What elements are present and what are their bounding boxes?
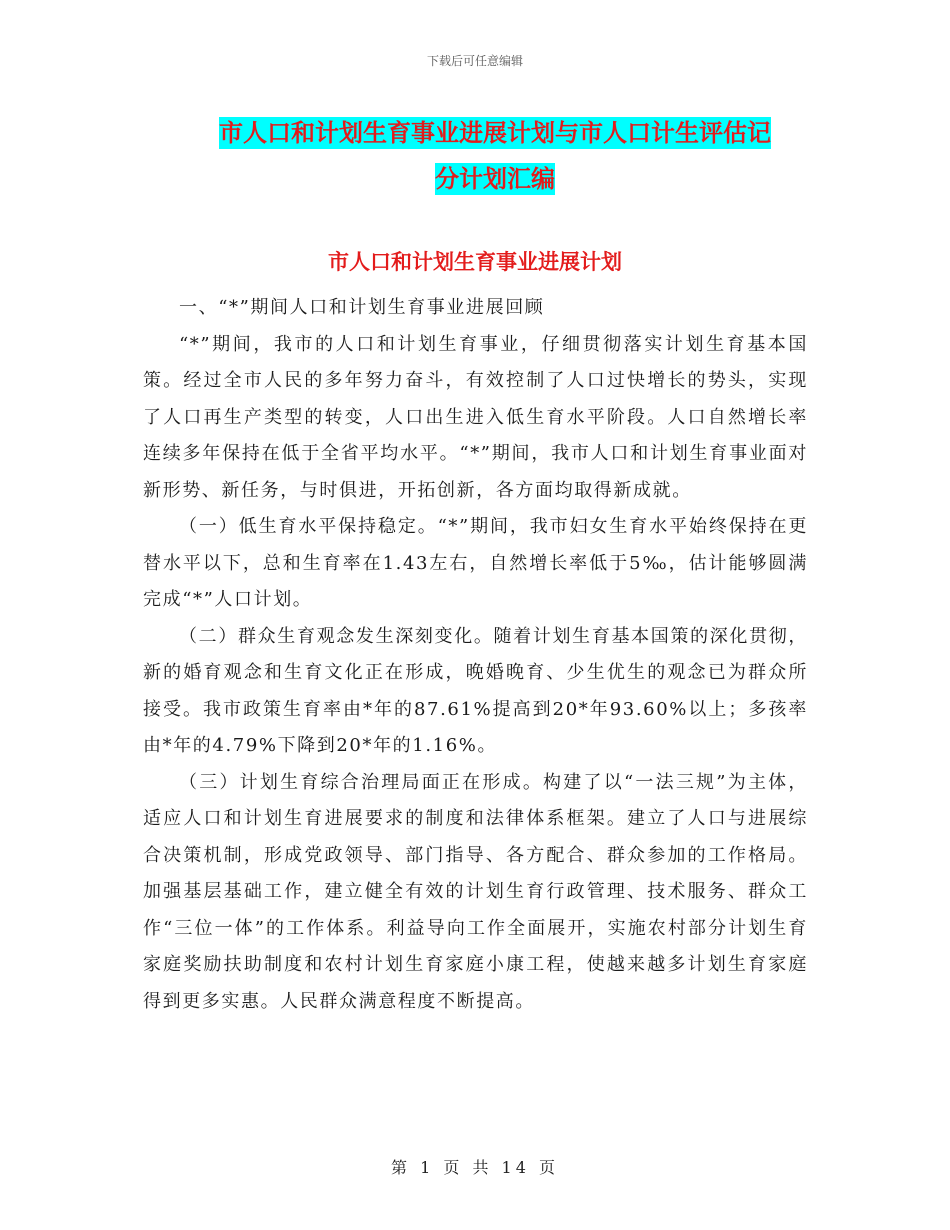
page-number: 第 1 页 共 14 页 [391,1158,559,1177]
document-title-line-2: 分计划汇编 [435,165,555,193]
header-note: 下载后可任意编辑 [426,54,523,68]
paragraph-comprehensive-governance: （三）计划生育综合治理局面正在形成。构建了以“一法三规”为主体，适应人口和计划生育进展要求的制度和法律体系框架。建立了人口与进展综合决策机制，形成党政领导、部门指导、各方配合、群众参加的工作格局。加强基层基础工作，建立健全有效的计划生育行政管理、技术服务、群众工作“三位一体”的工作体系。利益导向工作全面展开，实施农村部分计划生育家庭奖励扶助制度和农村计划生育家庭小康工程，使越来越多计划生育家庭得到更多实惠。人民群众满意程度不断提高。 [143,771,808,1012]
paragraph-fertility-concepts: （二）群众生育观念发生深刻变化。随着计划生育基本国策的深化贯彻，新的婚育观念和生育文化正在形成，晚婚晚育、少生优生的观念已为群众所接受。我市政策生育率由*年的87.61%提高到20*年93.60%以上；多孩率由*年的4.79%下降到20*年的1.16%。 [143,625,808,756]
paragraph-fertility-level: （一）低生育水平保持稳定。“*”期间，我市妇女生育水平始终保持在更替水平以下，总和生育率在1.43左右，自然增长率低于5‰，估计能够圆满完成“*”人口计划。 [143,516,808,610]
section-title: 市人口和计划生育事业进展计划 [328,250,622,274]
document-body [143,290,808,1020]
paragraph-overview: “*”期间，我市的人口和计划生育事业，仔细贯彻落实计划生育基本国策。经过全市人民的多年努力奋斗，有效控制了人口过快增长的势头，实现了人口再生产类型的转变，人口出生进入低生育水平阶段。人口自然增长率连续多年保持在低于全省平均水平。“*”期间，我市人口和计划生育事业面对新形势、新任务，与时俱进，开拓创新，各方面均取得新成就。 [143,333,808,501]
paragraph-heading-review: 一、“*”期间人口和计划生育事业进展回顾 [179,297,545,318]
document-title-line-1: 市人口和计划生育事业进展计划与市人口计生评估记 [219,119,771,147]
document-title [140,110,850,202]
